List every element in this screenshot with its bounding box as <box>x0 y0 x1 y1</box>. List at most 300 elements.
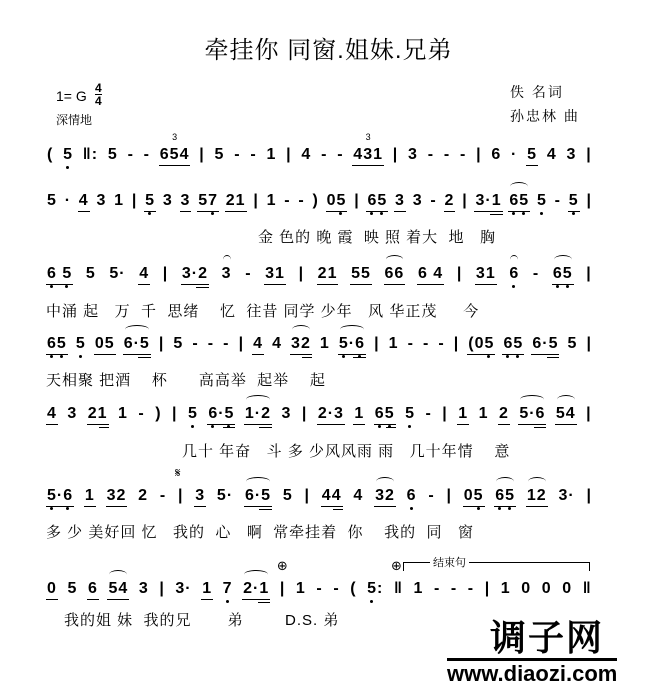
note-text: - <box>425 405 432 422</box>
barline <box>586 335 593 353</box>
note-group <box>502 335 524 355</box>
beam-line <box>317 424 345 425</box>
note-group <box>332 580 340 598</box>
note-text: - <box>284 192 291 209</box>
note-group <box>317 265 339 285</box>
note-text: 5 <box>567 335 578 352</box>
barline <box>353 192 360 210</box>
lyrics-line: 中涌 起 万 千 思绪 忆 往昔 同学 少年 风 华正茂 今 <box>46 303 480 320</box>
note-text: 1·2 <box>244 405 272 422</box>
note-group <box>46 405 58 425</box>
note-text: | <box>586 146 592 163</box>
note-group <box>407 335 415 353</box>
slur <box>528 477 546 486</box>
note-group <box>319 335 331 353</box>
note-group <box>532 265 540 283</box>
low-octave-dot <box>342 355 345 358</box>
note-text: 31 <box>475 265 496 282</box>
slur <box>496 477 514 486</box>
note-text: - <box>138 405 145 422</box>
note-group <box>283 192 291 210</box>
note-text: | <box>199 146 205 163</box>
low-octave-dot <box>65 285 68 288</box>
note-group <box>510 146 518 164</box>
note-group <box>290 335 312 358</box>
low-octave-dot <box>487 355 490 358</box>
note-group <box>320 146 328 164</box>
slur <box>510 182 528 191</box>
beam-line <box>138 284 150 285</box>
note-group <box>467 580 475 598</box>
beam-line <box>196 287 209 288</box>
note-text: - <box>316 580 323 597</box>
beam-line <box>225 211 247 212</box>
low-octave-dot <box>60 355 63 358</box>
note-text: 431 <box>353 146 383 163</box>
time-signature-bottom: 4 <box>95 94 102 108</box>
beam-line <box>317 284 339 285</box>
note-group <box>252 335 264 355</box>
note-group <box>444 192 456 212</box>
note-text: 5 <box>173 335 184 352</box>
note-text: - <box>333 580 340 597</box>
note-text: 4 <box>139 265 150 282</box>
notation-line <box>46 192 593 220</box>
note-group <box>321 487 343 510</box>
note-text: (05 <box>468 335 495 352</box>
note-group <box>214 146 226 164</box>
note-text: 1 <box>295 580 306 597</box>
note-text: 5: <box>367 580 384 597</box>
beam-line <box>526 506 548 507</box>
beam-line <box>374 506 396 507</box>
beam-line <box>194 506 206 507</box>
barline <box>298 265 305 283</box>
note-group <box>207 405 235 428</box>
slur <box>246 477 270 486</box>
low-octave-dot <box>370 212 373 215</box>
note-text: | <box>159 580 165 597</box>
tempo-marking: 深情地 <box>56 113 93 127</box>
note-group <box>95 192 107 210</box>
note-text: 05 <box>94 335 115 352</box>
note-group <box>113 192 125 210</box>
note-text: - <box>459 146 467 163</box>
low-octave-dot <box>79 355 82 358</box>
low-octave-dot <box>508 507 511 510</box>
note-text: 5 <box>75 335 86 352</box>
beam-line <box>518 424 546 425</box>
note-text: 5 <box>568 192 579 209</box>
note-text: 65 <box>374 405 395 422</box>
note-text: | <box>354 192 360 209</box>
slur <box>386 255 404 264</box>
beam-line <box>498 424 510 425</box>
lyrics-line: 我的姐 妹 我的兄 弟 D.S. 弟 <box>64 612 340 629</box>
note-group <box>374 487 396 507</box>
barline <box>304 487 311 505</box>
note-text: 6·5 <box>532 335 559 352</box>
barline <box>276 558 288 598</box>
note-group <box>271 335 283 353</box>
note-text: | <box>304 487 311 504</box>
beam-line <box>352 165 384 166</box>
note-text: 32 <box>375 487 395 504</box>
note-text: | <box>586 335 592 352</box>
note-group <box>508 192 530 212</box>
note-text: 32 <box>291 335 311 352</box>
barline <box>392 146 399 164</box>
note-text: 2·3 <box>317 405 344 422</box>
low-octave-dot <box>211 212 214 215</box>
note-text: 5 <box>187 405 198 422</box>
note-text: | <box>476 146 482 163</box>
low-octave-dot <box>566 285 569 288</box>
low-octave-dot <box>66 507 69 510</box>
note-group <box>216 487 234 505</box>
low-octave-dot <box>370 600 373 603</box>
note-group <box>338 335 366 358</box>
barline <box>373 335 380 353</box>
slur <box>554 255 572 264</box>
note-group <box>107 146 119 164</box>
note-group <box>107 580 129 600</box>
note-text: 3 <box>96 192 107 209</box>
beam-line <box>87 424 109 425</box>
low-octave-dot <box>540 212 543 215</box>
barline <box>585 146 592 164</box>
low-octave-dot <box>556 285 559 288</box>
note-group <box>244 487 272 510</box>
note-text: 32 <box>106 487 127 504</box>
note-text: 1 <box>500 580 511 597</box>
note-group <box>494 487 516 507</box>
barline <box>453 335 460 353</box>
note-group <box>144 192 156 212</box>
beam-line <box>181 284 209 285</box>
beam-line <box>107 599 129 600</box>
note-text: 1 <box>266 192 277 209</box>
note-group <box>181 265 209 288</box>
note-group <box>427 487 435 505</box>
barline <box>445 487 452 505</box>
note-group <box>222 580 234 598</box>
note-text: 1 <box>118 405 128 422</box>
note-text: 5·6 <box>338 335 365 352</box>
note-group <box>561 580 573 598</box>
beam-line <box>123 354 151 355</box>
note-text: 3 <box>180 192 191 209</box>
beam-line <box>474 211 502 212</box>
slur <box>223 255 231 264</box>
beam-line <box>159 165 191 166</box>
note-text: ‖ <box>393 580 403 597</box>
note-text: 65 <box>552 265 573 282</box>
barline <box>585 265 592 283</box>
lyrics-line: 多 少 美好回 忆 我的 心 啊 常牵挂着 你 我的 同 窗 <box>46 524 475 541</box>
note-group <box>554 192 562 210</box>
note-group <box>450 580 458 598</box>
low-octave-dot <box>512 285 515 288</box>
note-group <box>46 580 58 600</box>
low-octave-dot <box>50 507 53 510</box>
notation-line <box>46 335 593 363</box>
note-text: ( <box>47 146 54 163</box>
note-group <box>352 132 384 166</box>
note-text: 0 <box>47 580 57 597</box>
note-text: - <box>422 335 430 352</box>
note-group <box>75 335 87 353</box>
note-text: ‖: <box>82 146 99 163</box>
note-text: 1 <box>84 487 95 504</box>
note-text: 5 <box>47 192 57 209</box>
note-group <box>490 146 502 164</box>
note-text: 4 <box>301 146 312 163</box>
beam-line <box>259 427 272 428</box>
note-group <box>281 405 293 423</box>
note-text: 5 <box>67 580 78 597</box>
note-group <box>417 265 444 285</box>
note-text: - <box>250 146 257 163</box>
note-group <box>66 405 78 423</box>
note-group <box>467 335 495 355</box>
note-text: 6 <box>509 265 520 282</box>
song-title: 牵挂你 同窗.姐妹.兄弟 <box>204 37 453 64</box>
beam-line <box>547 357 560 358</box>
note-group <box>143 146 151 164</box>
beam-line <box>531 354 559 355</box>
note-group <box>264 265 286 285</box>
note-text: 7 <box>222 580 233 597</box>
note-text: 1 <box>458 405 469 422</box>
note-text: | <box>286 146 292 163</box>
note-text: - <box>532 265 540 282</box>
beam-line <box>417 284 444 285</box>
note-group <box>78 192 90 212</box>
note-text: 2 <box>444 192 455 209</box>
note-group <box>336 146 344 164</box>
note-text: 65 <box>495 487 516 504</box>
beam-line <box>290 354 312 355</box>
low-octave-dot <box>211 425 214 428</box>
barline <box>456 265 463 283</box>
note-text: 65 <box>503 335 524 352</box>
note-text: 3 <box>162 192 173 209</box>
note-text: 65 <box>509 192 530 209</box>
note-text: 5 <box>536 192 547 209</box>
note-text: 6 <box>491 146 502 163</box>
low-octave-dot <box>477 507 480 510</box>
note-group <box>106 487 128 507</box>
note-group <box>404 405 416 423</box>
slur <box>244 570 268 579</box>
note-group <box>555 405 577 425</box>
note-group <box>498 405 510 425</box>
note-group <box>317 405 345 425</box>
notation-line <box>46 132 593 174</box>
notation-line <box>46 265 593 293</box>
low-octave-dot <box>50 285 53 288</box>
note-group <box>46 146 54 164</box>
note-text: 5 <box>527 146 538 163</box>
note-text: | <box>131 192 138 209</box>
beam-line <box>350 284 372 285</box>
note-text: | <box>253 192 259 209</box>
note-text: 6 5 <box>47 265 73 282</box>
note-text: 6 <box>406 487 417 504</box>
note-text: 5·6 <box>519 405 546 422</box>
beam-line <box>252 354 264 355</box>
note-text: - <box>450 580 458 597</box>
beam-line <box>84 506 96 507</box>
note-group <box>459 146 467 164</box>
beam-line <box>197 211 219 212</box>
barline <box>585 405 592 423</box>
note-text: 5· <box>216 487 234 504</box>
barline <box>238 335 245 353</box>
note-text: 0 <box>541 580 552 597</box>
note-text: 5 <box>107 146 118 163</box>
note-text: - <box>467 580 475 597</box>
note-group <box>159 487 167 505</box>
beam-line <box>78 211 90 212</box>
slur <box>340 325 364 334</box>
note-text: - <box>223 335 230 352</box>
note-text: 3 <box>408 146 418 163</box>
note-text: 3 <box>281 405 292 422</box>
note-text: - <box>407 335 414 352</box>
note-group <box>366 192 388 212</box>
note-text: 4 <box>253 335 264 352</box>
note-text: 5 <box>405 405 415 422</box>
beam-line <box>490 214 503 215</box>
note-group <box>265 146 277 164</box>
slur <box>109 570 127 579</box>
lyrics-line: 天相聚 把酒 杯 高高举 起举 起 <box>46 372 326 389</box>
note-text: 05 <box>326 192 347 209</box>
beam-line <box>87 599 99 600</box>
note-group <box>433 580 441 598</box>
note-text: | <box>301 405 308 422</box>
note-group <box>374 405 396 428</box>
note-group <box>221 265 233 283</box>
note-text: 57 <box>198 192 218 209</box>
note-text: | <box>279 580 286 597</box>
note-group <box>46 192 58 210</box>
beam-line <box>475 284 497 285</box>
note-text: 4 <box>546 146 557 163</box>
note-text: - <box>298 192 305 209</box>
note-text: 6·5 <box>123 335 150 352</box>
low-octave-dot <box>226 600 229 603</box>
note-text: | <box>586 192 592 209</box>
note-text: - <box>159 487 167 504</box>
note-group <box>174 580 192 598</box>
note-text: 1 <box>478 405 489 422</box>
beam-line <box>463 506 485 507</box>
note-group <box>123 335 151 358</box>
note-text: | <box>484 580 491 597</box>
barline <box>484 580 491 598</box>
note-group <box>249 146 257 164</box>
note-text: 12 <box>526 487 547 504</box>
note-text: 6 <box>87 580 98 597</box>
note-group <box>500 580 512 598</box>
note-group <box>518 405 546 428</box>
note-text: 5·6 <box>47 487 74 504</box>
note-group <box>326 192 348 212</box>
note-text: 5 <box>63 146 74 163</box>
note-text: - <box>337 146 344 163</box>
ending-label: 结束句 <box>430 554 469 570</box>
note-group <box>162 192 174 210</box>
note-group <box>87 405 109 428</box>
note-text: - <box>127 146 134 163</box>
note-text: 3 <box>138 580 149 597</box>
beam-line <box>534 427 547 428</box>
note-group <box>394 192 406 212</box>
note-group <box>300 146 312 164</box>
note-group <box>475 265 497 285</box>
low-octave-dot <box>410 507 413 510</box>
low-octave-dot <box>66 166 69 169</box>
note-text: 6·5 <box>208 405 235 422</box>
note-group <box>350 265 372 285</box>
note-group <box>349 580 357 598</box>
note-text: 1 <box>202 580 213 597</box>
low-octave-dot <box>388 425 391 428</box>
note-group <box>66 580 78 598</box>
note-group <box>566 146 578 164</box>
barline <box>461 192 468 210</box>
low-octave-dot <box>512 212 515 215</box>
note-group <box>46 335 68 355</box>
note-group <box>457 405 469 425</box>
note-group <box>557 487 575 505</box>
note-text: - <box>143 146 150 163</box>
barline <box>441 405 448 423</box>
barline <box>252 192 259 210</box>
beam-line <box>244 506 272 507</box>
watermark-url: www.diaozi.com <box>447 658 617 687</box>
low-octave-dot <box>380 212 383 215</box>
note-text: 5 <box>85 265 96 282</box>
note-group <box>422 335 430 353</box>
note-group <box>242 580 270 603</box>
beam-line <box>333 509 343 510</box>
note-group <box>84 487 96 507</box>
note-group <box>312 192 320 210</box>
note-group <box>297 192 305 210</box>
coda-icon: ⊕ <box>390 558 402 573</box>
note-text: - <box>554 192 561 209</box>
note-text: | <box>586 265 592 282</box>
note-group <box>138 265 150 285</box>
note-group <box>443 146 451 164</box>
note-text: 21 <box>317 265 338 282</box>
note-text: 4 <box>353 487 364 504</box>
barline <box>198 146 205 164</box>
note-group <box>282 487 294 505</box>
slur <box>125 325 149 334</box>
beam-line <box>259 509 272 510</box>
barline <box>585 192 592 210</box>
triplet-mark: 3 <box>365 132 371 142</box>
note-group <box>352 487 364 505</box>
slur <box>510 255 518 264</box>
note-text: 6 4 <box>417 265 444 282</box>
note-text: · <box>64 192 72 209</box>
